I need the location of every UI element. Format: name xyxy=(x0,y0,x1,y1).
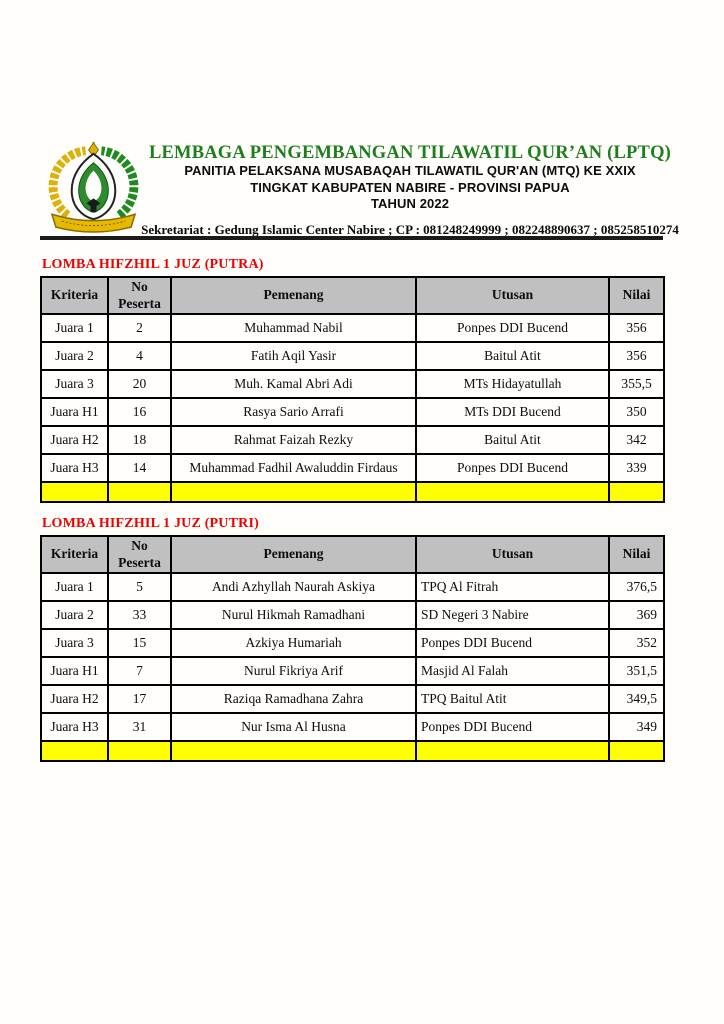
cell-winner: Muhammad Nabil xyxy=(171,314,416,342)
result-row xyxy=(41,398,664,426)
cell-participant-no: 17 xyxy=(108,685,171,713)
level-line: TINGKAT KABUPATEN NABIRE - PROVINSI PAPUA xyxy=(250,179,570,195)
highlight-cell xyxy=(609,482,664,502)
cell-participant-no: 16 xyxy=(108,398,171,426)
cell-score: 342 xyxy=(609,426,664,454)
cell-participant-no: 2 xyxy=(108,314,171,342)
highlight-cell xyxy=(171,741,416,761)
cell-participant-no: 18 xyxy=(108,426,171,454)
cell-delegation: Ponpes DDI Bucend xyxy=(416,314,609,342)
cell-criteria: Juara 2 xyxy=(41,601,108,629)
highlight-cell xyxy=(41,741,108,761)
cell-criteria: Juara 1 xyxy=(41,573,108,601)
cell-criteria: Juara H2 xyxy=(41,426,108,454)
cell-score: 350 xyxy=(609,398,664,426)
cell-winner: Rahmat Faizah Rezky xyxy=(171,426,416,454)
column-header-participant-no: No Peserta xyxy=(108,277,171,314)
column-header-criteria: Kriteria xyxy=(41,536,108,573)
cell-participant-no: 7 xyxy=(108,657,171,685)
highlight-row xyxy=(41,482,664,502)
cell-score: 351,5 xyxy=(609,657,664,685)
cell-criteria: Juara H2 xyxy=(41,685,108,713)
cell-winner: Raziqa Ramadhana Zahra xyxy=(171,685,416,713)
cell-winner: Muhammad Fadhil Awaluddin Firdaus xyxy=(171,454,416,482)
cell-criteria: Juara 3 xyxy=(41,370,108,398)
cell-participant-no: 31 xyxy=(108,713,171,741)
cell-delegation: Ponpes DDI Bucend xyxy=(416,454,609,482)
cell-criteria: Juara 3 xyxy=(41,629,108,657)
result-row xyxy=(41,573,664,601)
cell-score: 349 xyxy=(609,713,664,741)
column-header-criteria: Kriteria xyxy=(41,277,108,314)
cell-participant-no: 15 xyxy=(108,629,171,657)
cell-score: 352 xyxy=(609,629,664,657)
cell-score: 356 xyxy=(609,314,664,342)
cell-participant-no: 14 xyxy=(108,454,171,482)
organization-name: LEMBAGA PENGEMBANGAN TILAWATIL QUR’AN (LPTQ) xyxy=(148,143,672,163)
cell-score: 376,5 xyxy=(609,573,664,601)
cell-delegation: Ponpes DDI Bucend xyxy=(416,713,609,741)
cell-score: 369 xyxy=(609,601,664,629)
cell-delegation: MTs Hidayatullah xyxy=(416,370,609,398)
cell-delegation: Baitul Atit xyxy=(416,342,609,370)
cell-delegation: TPQ Baitul Atit xyxy=(416,685,609,713)
result-row xyxy=(41,314,664,342)
secretariat-line: Sekretariat : Gedung Islamic Center Nabire ; CP : 081248249999 ; 082248890637 ; 085258510274 xyxy=(141,221,679,237)
column-header-participant-no: No Peserta xyxy=(108,536,171,573)
highlight-cell xyxy=(416,741,609,761)
result-section xyxy=(40,516,663,762)
column-header-delegation: Utusan xyxy=(416,277,609,314)
result-row xyxy=(41,601,664,629)
column-header-winner: Pemenang xyxy=(171,536,416,573)
result-row xyxy=(41,342,664,370)
highlight-cell xyxy=(108,741,171,761)
cell-winner: Azkiya Humariah xyxy=(171,629,416,657)
year-line: TAHUN 2022 xyxy=(370,196,450,211)
cell-delegation: TPQ Al Fitrah xyxy=(416,573,609,601)
section-title: LOMBA HIFZHIL 1 JUZ (PUTRA) xyxy=(42,257,264,272)
cell-winner: Nurul Fikriya Arif xyxy=(171,657,416,685)
section-title: LOMBA HIFZHIL 1 JUZ (PUTRI) xyxy=(42,516,259,531)
cell-criteria: Juara H3 xyxy=(41,454,108,482)
cell-score: 339 xyxy=(609,454,664,482)
committee-line: PANITIA PELAKSANA MUSABAQAH TILAWATIL QUR'AN (MTQ) KE XXIX xyxy=(184,163,636,178)
cell-delegation: Masjid Al Falah xyxy=(416,657,609,685)
result-row xyxy=(41,370,664,398)
cell-participant-no: 5 xyxy=(108,573,171,601)
result-section xyxy=(40,257,663,503)
cell-score: 349,5 xyxy=(609,685,664,713)
cell-criteria: Juara H1 xyxy=(41,398,108,426)
letterhead-text xyxy=(95,143,724,237)
result-row xyxy=(41,685,664,713)
cell-criteria: Juara 2 xyxy=(41,342,108,370)
cell-score: 356 xyxy=(609,342,664,370)
column-header-score: Nilai xyxy=(609,277,664,314)
letterhead-divider xyxy=(40,236,663,240)
header-row xyxy=(41,536,664,573)
cell-criteria: Juara H3 xyxy=(41,713,108,741)
result-row xyxy=(41,629,664,657)
cell-participant-no: 4 xyxy=(108,342,171,370)
highlight-row xyxy=(41,741,664,761)
highlight-cell xyxy=(416,482,609,502)
cell-winner: Andi Azhyllah Naurah Askiya xyxy=(171,573,416,601)
results-table xyxy=(40,276,665,503)
highlight-cell xyxy=(609,741,664,761)
cell-delegation: Ponpes DDI Bucend xyxy=(416,629,609,657)
cell-criteria: Juara H1 xyxy=(41,657,108,685)
cell-participant-no: 20 xyxy=(108,370,171,398)
header-row xyxy=(41,277,664,314)
highlight-cell xyxy=(171,482,416,502)
cell-criteria: Juara 1 xyxy=(41,314,108,342)
highlight-cell xyxy=(41,482,108,502)
result-row xyxy=(41,426,664,454)
cell-winner: Rasya Sario Arrafi xyxy=(171,398,416,426)
cell-delegation: Baitul Atit xyxy=(416,426,609,454)
cell-delegation: SD Negeri 3 Nabire xyxy=(416,601,609,629)
highlight-cell xyxy=(108,482,171,502)
cell-winner: Fatih Aqil Yasir xyxy=(171,342,416,370)
results-table xyxy=(40,535,665,762)
column-header-winner: Pemenang xyxy=(171,277,416,314)
column-header-delegation: Utusan xyxy=(416,536,609,573)
cell-winner: Nur Isma Al Husna xyxy=(171,713,416,741)
column-header-score: Nilai xyxy=(609,536,664,573)
cell-score: 355,5 xyxy=(609,370,664,398)
result-row xyxy=(41,713,664,741)
cell-winner: Muh. Kamal Abri Adi xyxy=(171,370,416,398)
result-row xyxy=(41,657,664,685)
result-row xyxy=(41,454,664,482)
cell-delegation: MTs DDI Bucend xyxy=(416,398,609,426)
cell-winner: Nurul Hikmah Ramadhani xyxy=(171,601,416,629)
cell-participant-no: 33 xyxy=(108,601,171,629)
